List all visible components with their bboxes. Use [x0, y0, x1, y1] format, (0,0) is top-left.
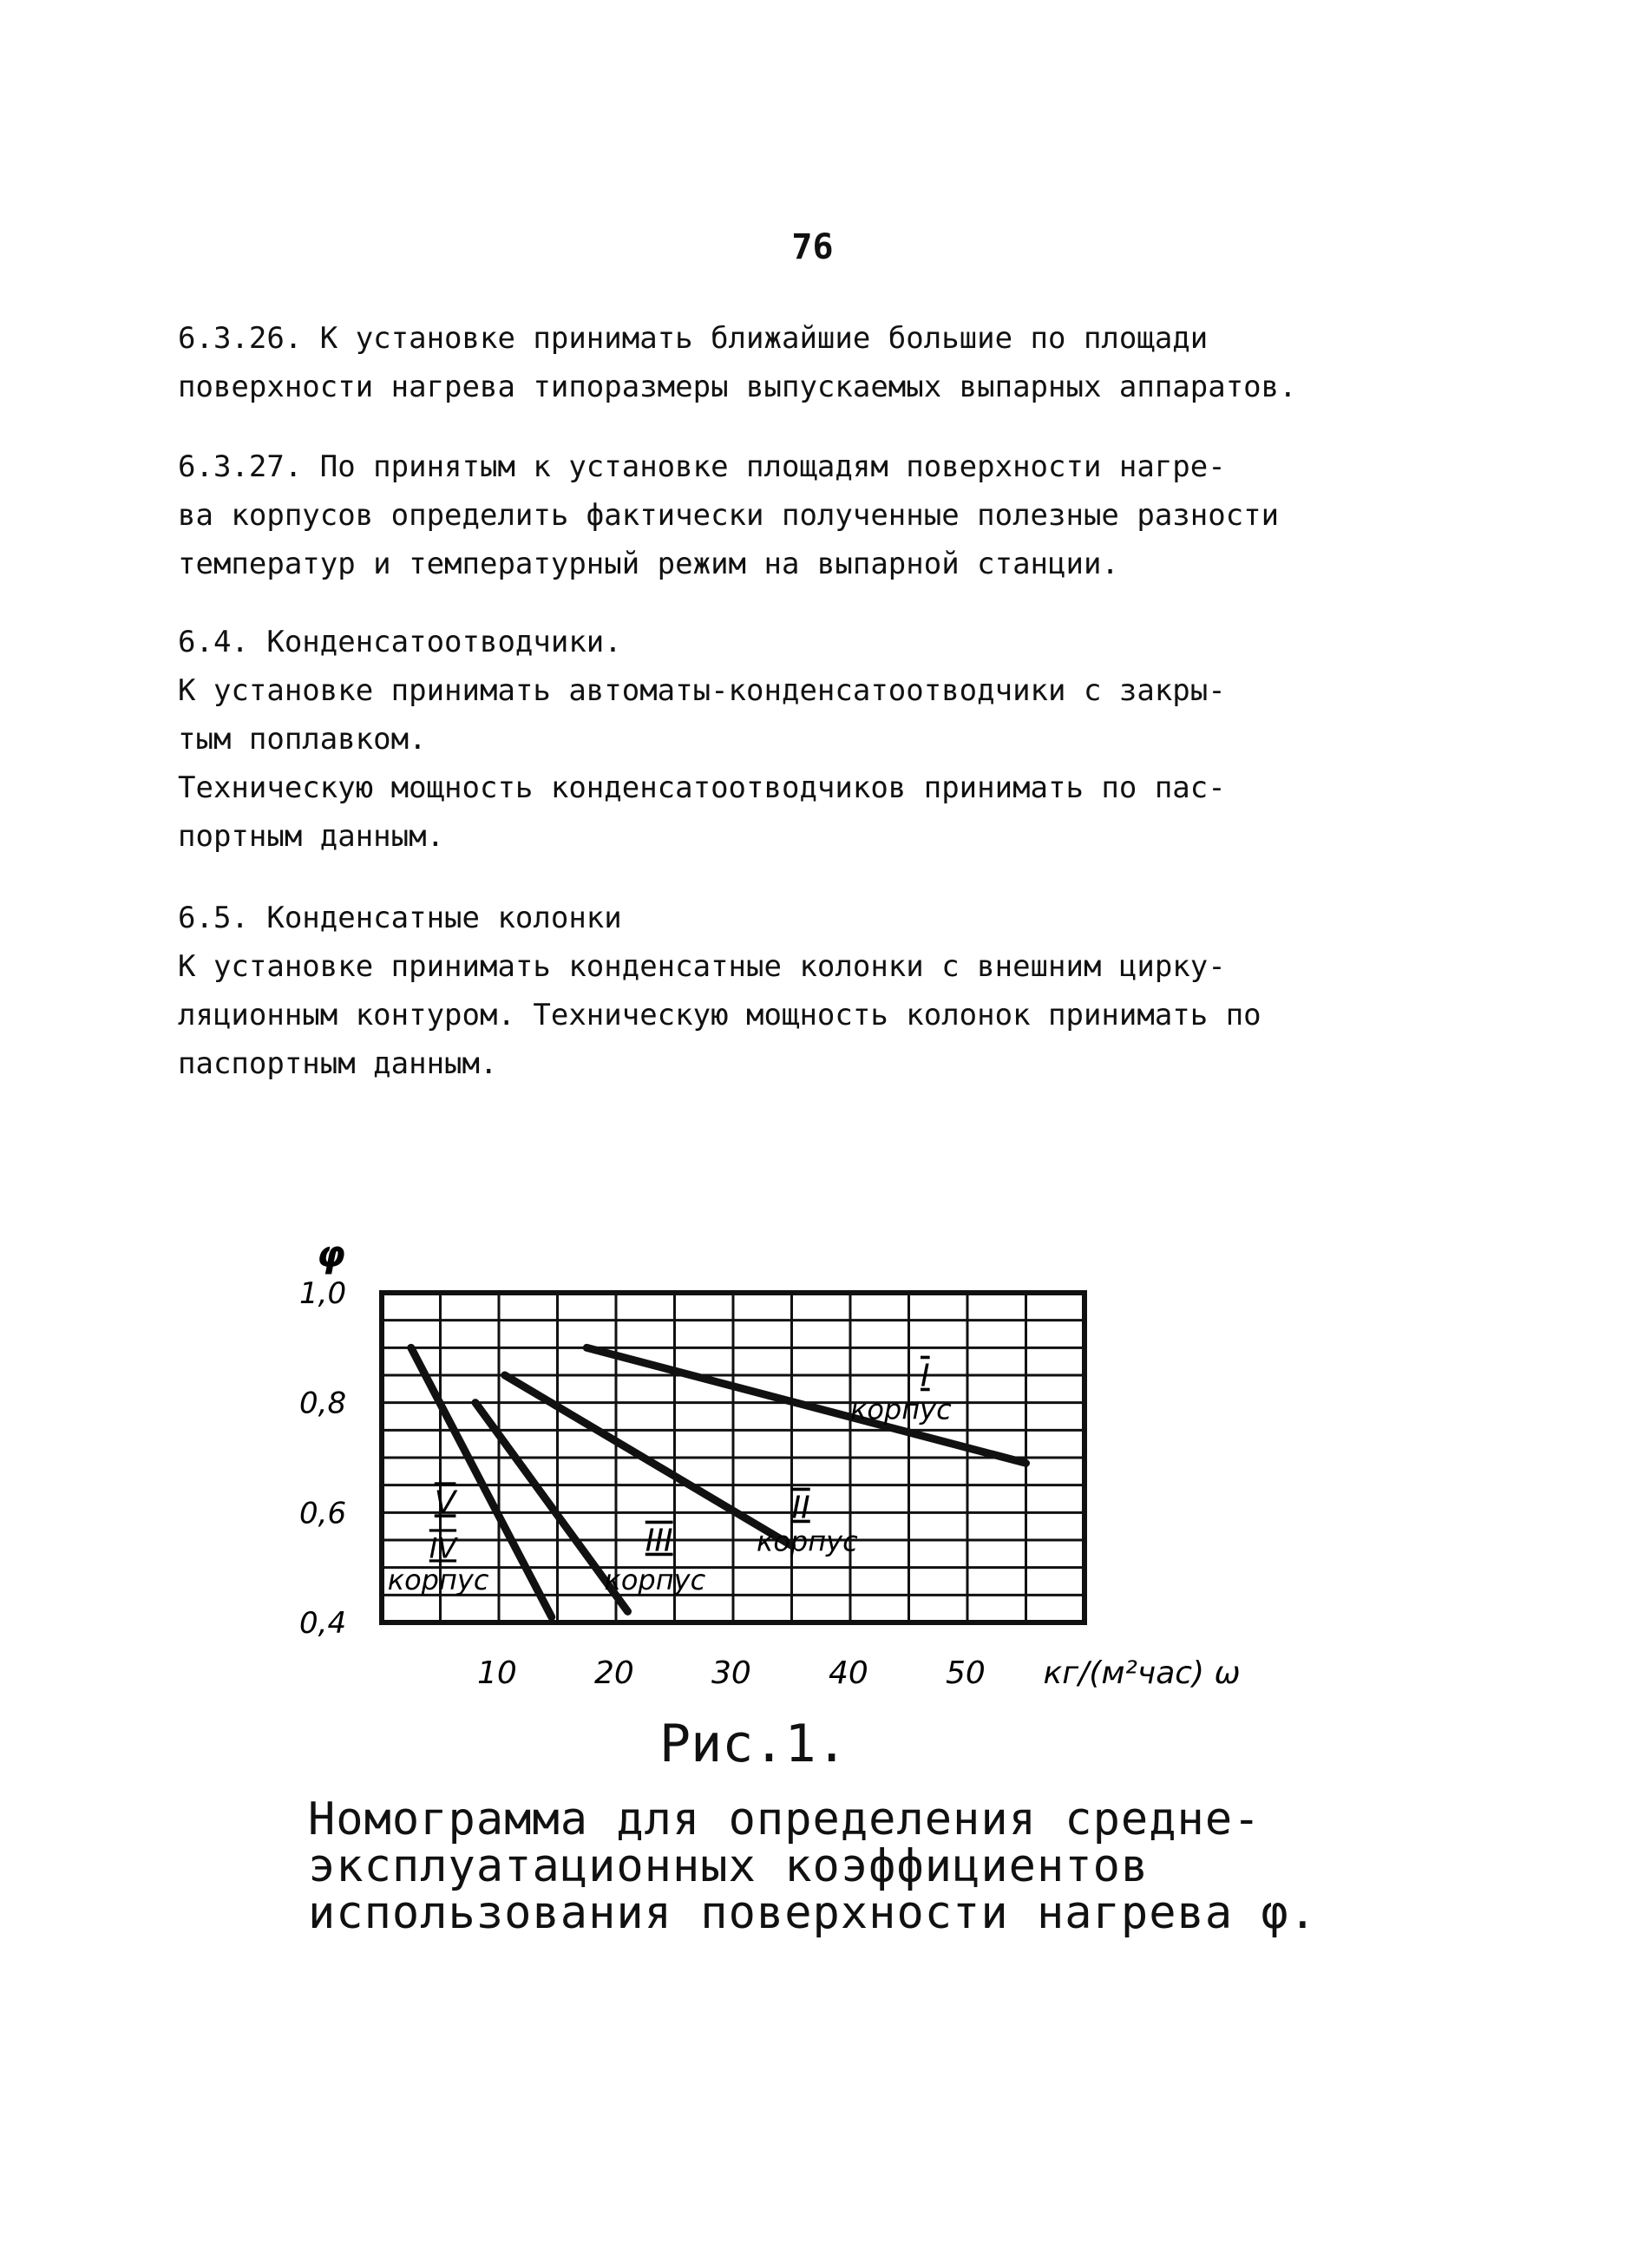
x-tick-label: 10	[477, 1655, 517, 1691]
series-numeral-label: I	[921, 1358, 930, 1394]
page-number: 76	[791, 227, 834, 267]
x-axis-label: кг/(м²час) ω	[1043, 1655, 1241, 1691]
section-6-4-line-2: тым поплавком.	[178, 722, 427, 757]
y-axis-label: φ	[317, 1233, 345, 1275]
figure-caption	[308, 1793, 1436, 1939]
section-6-4-line-4: портным данным.	[178, 819, 445, 854]
p-6-3-27-line-1: 6.3.27. По принятым к установке площадям поверхности нагре-	[178, 449, 1226, 484]
section-6-4	[178, 618, 1306, 861]
y-tick-label: 1,0	[299, 1276, 347, 1311]
x-tick-label: 50	[946, 1655, 986, 1691]
y-tick-label: 0,4	[299, 1606, 347, 1641]
series-word-label: корпус	[850, 1393, 952, 1426]
paragraph-6-3-27	[178, 442, 1306, 588]
paragraph-6-3-26	[178, 314, 1306, 411]
series-word-label: корпус	[757, 1524, 858, 1558]
p-6-3-27-line-2: ва корпусов определить фактически полученные полезные разности	[178, 498, 1280, 533]
series-numeral-label: II	[791, 1490, 810, 1526]
figure-label: Рис.1.	[659, 1714, 848, 1774]
series-numeral-label: IV	[429, 1531, 457, 1565]
x-tick-label: 30	[711, 1655, 751, 1691]
p-6-3-26-line-2: поверхности нагрева типоразмеры выпускаемых выпарных аппаратов.	[178, 370, 1297, 404]
section-6-4-line-3: Техническую мощность конденсатоотводчиков принимать по пас-	[178, 770, 1226, 805]
section-6-5-line-1: К установке принимать конденсатные колонки с внешним цирку-	[178, 949, 1226, 984]
series-numeral-label: III	[645, 1523, 673, 1559]
y-tick-label: 0,6	[299, 1496, 347, 1531]
series-line-1	[586, 1347, 1025, 1463]
figure-caption-line-2: эксплуатационных коэффициентов	[308, 1840, 1150, 1892]
p-6-3-26-line-1: 6.3.26. К установке принимать ближайшие большие по площади	[178, 321, 1209, 356]
series-word-label: корпус	[387, 1563, 489, 1596]
figure-caption-line-1: Номограмма для определения средне-	[308, 1793, 1261, 1845]
section-6-4-heading: 6.4. Конденсатоотводчики.	[178, 625, 622, 659]
figure-caption-line-3: использования поверхности нагрева φ.	[308, 1887, 1318, 1939]
x-tick-label: 20	[594, 1655, 634, 1691]
section-6-5-heading: 6.5. Конденсатные колонки	[178, 901, 622, 935]
section-6-4-line-1: К установке принимать автоматы-конденсатоотводчики с закры-	[178, 673, 1226, 708]
section-6-5	[178, 894, 1306, 1088]
p-6-3-27-line-3: температур и температурный режим на выпарной станции.	[178, 547, 1119, 581]
series-word-label: корпус	[604, 1563, 706, 1596]
chart-series	[411, 1347, 1026, 1616]
series-line-2	[505, 1375, 792, 1545]
series-numeral-label: V	[434, 1485, 456, 1521]
section-6-5-line-2: ляционным контуром. Техническую мощность колонок принимать по	[178, 998, 1261, 1032]
nomogram-chart	[286, 1206, 1327, 1727]
x-tick-label: 40	[829, 1655, 868, 1691]
section-6-5-line-3: паспортным данным.	[178, 1046, 498, 1081]
y-tick-label: 0,8	[299, 1386, 347, 1421]
